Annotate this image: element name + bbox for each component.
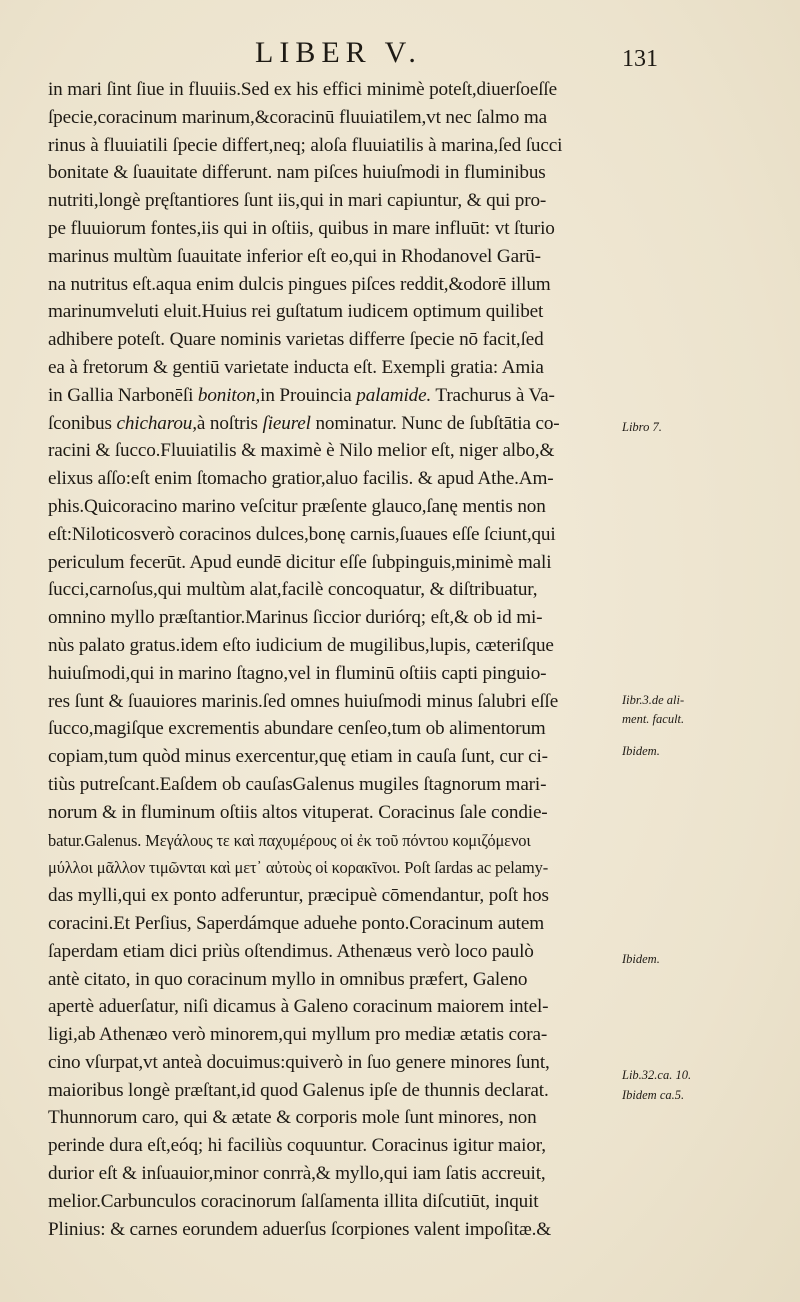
text-line: marinus multùm ſuauitate inferior eſt eo,qui in Rhodanovel Garū- — [48, 245, 541, 267]
italic-term: ſieurel — [262, 412, 311, 434]
text-line: racini & ſucco.Fluuiatilis & maximè è Nilo melior eſt, niger albo,& — [48, 440, 555, 462]
text-line: apertè aduerſatur, niſi dicamus à Galeno coracinum maiorem intel- — [48, 996, 549, 1018]
text-line: nutriti,longè pręſtantiores ſunt iis,qui in mari capiuntur, & qui pro- — [48, 190, 547, 212]
margin-note: Ibidem. — [622, 744, 660, 758]
text-line: in mari ſint ſiue in fluuiis.Sed ex his effici minimè poteſt,diuerſoeſſe — [48, 79, 557, 100]
text-line: maioribus longè præſtant,id quod Galenus ipſe de thunnis declarat. — [48, 1079, 549, 1101]
text-line: bonitate & ſuauitate differunt. nam piſces huiuſmodi in fluminibus — [48, 162, 546, 184]
text-line: huiuſmodi,qui in marino ſtagno,vel in fluminū oſtiis capti pinguio- — [48, 662, 547, 684]
text-line: omnino myllo præſtantior.Marinus ſiccior duriórq; eſt,& ob id mi- — [48, 607, 543, 629]
margin-note: Iibr.3.de ali- — [622, 693, 685, 707]
text-line: adhibere poteſt. Quare nominis varietas differre ſpecie nō facit,ſed — [48, 329, 544, 351]
text-line: ſucco,magiſque excrementis abundare cenſeo,tum ob alimentorum — [48, 718, 546, 740]
text-line: res ſunt & ſuauiores marinis.ſed omnes huiuſmodi minus ſalubri eſſe — [48, 690, 559, 712]
italic-term: palamide. — [356, 384, 432, 406]
text-line-mixed — [48, 410, 618, 438]
text-line: na nutritus eſt.aqua enim dulcis pingues piſces reddit,&odorē illum — [48, 273, 551, 295]
text-line: rinus à fluuiatili ſpecie differt,neq; aloſa fluuiatilis à marina,ſed ſucci — [48, 134, 563, 156]
text-line: Thunnorum caro, qui & ætate & corporis mole ſunt minores, non — [48, 1107, 537, 1129]
text-line: elixus aſſo:eſt enim ſtomacho gratior,aluo facilis. & apud Athe.Am- — [48, 468, 554, 490]
margin-note: Ibidem ca.5. — [622, 1088, 685, 1102]
text-line: marinumveluti eluit.Huius rei guſtatum iudicem optimum quilibet — [48, 301, 544, 323]
text-line-mixed — [48, 382, 618, 410]
text-run: ſconibus — [48, 412, 117, 434]
greek-text-line: batur.Galenus. Μεγάλους τε καὶ παχυμέρους οἱ ἐκ τοῦ πόντου κομιζόμενοι — [48, 830, 531, 850]
text-line: ſaperdam etiam dici priùs oſtendimus. Athenæus verò loco paulò — [48, 940, 534, 962]
text-line: nùs palato gratus.idem eſto iudicium de mugilibus,lupis, cæteriſque — [48, 634, 554, 656]
text-line: periculum fecerūt. Apud eundē dicitur eſſe ſubpinguis,minimè mali — [48, 551, 552, 573]
text-line: norum & in fluminum oſtiis altos vituperat. Coracinus ſale condie- — [48, 801, 548, 823]
text-line: cino vſurpat,vt anteà docuimus:quiverò in ſuo genere minores ſunt, — [48, 1051, 550, 1073]
text-line: perinde dura eſt,eóq; hi faciliùs coquuntur. Coracinus igitur maior, — [48, 1135, 546, 1157]
text-line: eſt:Niloticosverò coracinos dulces,bonę carnis,ſuaues eſſe ſciunt,qui — [48, 523, 556, 545]
body-text — [48, 76, 618, 1243]
text-line: melior.Carbunculos coracinorum ſalſamenta illita diſcutiūt, inquit — [48, 1190, 539, 1212]
text-run: in Prouincia — [260, 384, 357, 406]
text-line: phis.Quicoracino marino veſcitur præſente glauco,ſanę mentis non — [48, 495, 546, 517]
text-line: das mylli,qui ex ponto adferuntur, præcipuè cōmendantur, poſt hos — [48, 885, 549, 907]
greek-text-line: μύλλοι μᾶλλον τιμῶνται καὶ μετ᾽ αὐτοὺς οἱ κορακῖνοι. Poſt ſardas ac pelamy- — [48, 858, 549, 878]
text-line: ſucci,carnoſus,qui multùm alat,facilè concoquatur, & diſtribuatur, — [48, 579, 538, 601]
margin-note: Ibidem. — [622, 952, 660, 966]
text-line: ſpecie,coracinum marinum,&coracinū fluuiatilem,vt nec ſalmo ma — [48, 106, 547, 128]
margin-note: Lib.32.ca. 10. — [622, 1068, 692, 1082]
text-line: copiam,tum quòd minus exercentur,quę etiam in cauſa ſunt, cur ci- — [48, 746, 548, 768]
text-line: pe fluuiorum fontes,iis qui in oſtiis, quibus in mare influūt: vt ſturio — [48, 217, 555, 239]
margin-note: ment. facult. — [622, 712, 685, 726]
text-line: Plinius: & carnes eorundem aduerſus ſcorpiones valent impoſitæ.& — [48, 1218, 552, 1240]
text-line: ea à fretorum & gentiū varietate inducta eſt. Exempli gratia: Amia — [48, 356, 544, 378]
running-head: LIBER V. — [255, 36, 422, 69]
text-line: tiùs putreſcant.Eaſdem ob cauſasGalenus mugiles ſtagnorum mari- — [48, 773, 547, 795]
text-line: ligi,ab Athenæo verò minorem,qui myllum pro mediæ ætatis cora- — [48, 1024, 548, 1046]
text-line: antè citato, in quo coracinum myllo in omnibus præfert, Galeno — [48, 968, 528, 990]
text-line: durior eſt & inſuauior,minor conrrà,& myllo,qui iam ſatis accreuit, — [48, 1163, 546, 1185]
page-header — [0, 36, 800, 76]
margin-note: Libro 7. — [622, 420, 662, 434]
text-line: coracini.Et Perſius, Saperdámque aduehe ponto.Coracinum autem — [48, 912, 544, 934]
page-number: 131 — [622, 46, 658, 72]
italic-term: boniton, — [197, 384, 261, 406]
text-run: à noſtris — [196, 412, 263, 434]
text-run: in Gallia Narbonēſi — [48, 384, 198, 406]
text-run: nominatur. Nunc de ſubſtātia co- — [310, 412, 560, 434]
italic-term: chicharou, — [116, 412, 197, 434]
text-run: Trachurus à Va- — [431, 384, 555, 406]
